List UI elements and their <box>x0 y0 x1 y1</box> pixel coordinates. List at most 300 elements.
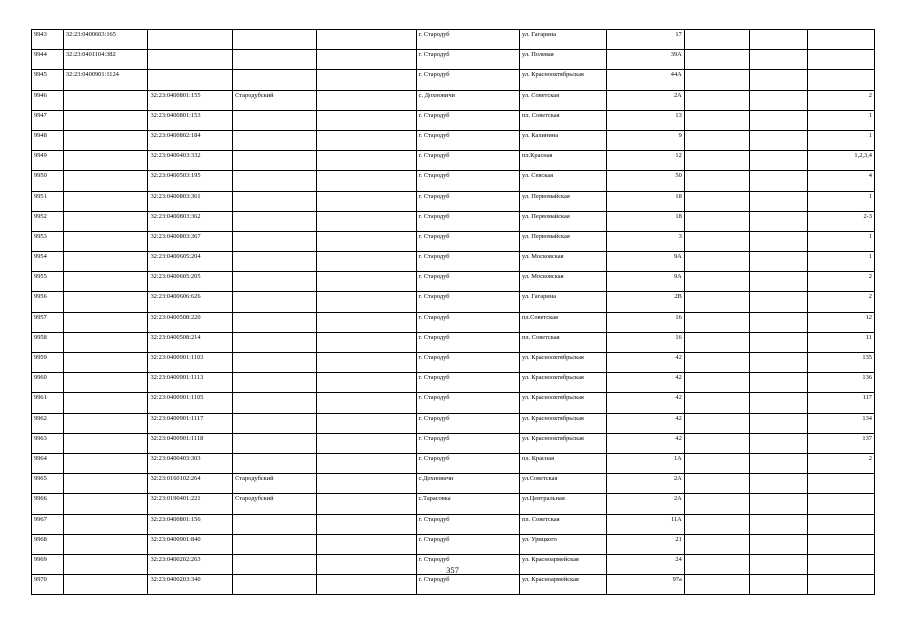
locality-cell: г. Стародуб <box>416 70 519 90</box>
row-number-cell: 9957 <box>32 312 64 332</box>
empty-cell <box>749 514 807 534</box>
empty-cell <box>684 332 749 352</box>
cadastral-number-cell: 32:23:0400901:1117 <box>148 413 233 433</box>
district-cell <box>233 514 317 534</box>
cadastral-number-cell: 32:23:0400203:340 <box>148 575 233 595</box>
empty-cell <box>316 292 416 312</box>
locality-cell: г. Стародуб <box>416 130 519 150</box>
row-number-cell: 9956 <box>32 292 64 312</box>
empty-cell <box>316 191 416 211</box>
street-cell: пл.Советская <box>519 312 606 332</box>
street-cell: ул. Полевая <box>519 50 606 70</box>
table-row <box>32 292 875 312</box>
street-cell: ул. Гагарина <box>519 30 606 50</box>
district-cell <box>233 332 317 352</box>
cadastral-number-cell: 32:23:0400503:195 <box>148 171 233 191</box>
street-cell: ул. Краснооктябрьская <box>519 413 606 433</box>
empty-cell <box>749 474 807 494</box>
locality-cell: г. Стародуб <box>416 534 519 554</box>
table-row <box>32 252 875 272</box>
empty-cell <box>684 171 749 191</box>
empty-cell <box>684 130 749 150</box>
empty-cell <box>684 433 749 453</box>
empty-cell <box>749 50 807 70</box>
empty-cell <box>316 373 416 393</box>
house-number-cell: 42 <box>606 393 684 413</box>
table-row <box>32 453 875 473</box>
empty-cell <box>316 453 416 473</box>
table-body <box>32 30 875 595</box>
table-row <box>32 474 875 494</box>
street-cell: ул. Красноармейская <box>519 554 606 574</box>
apartment-cell: 1 <box>807 130 874 150</box>
house-number-cell: 21 <box>606 534 684 554</box>
row-number-cell: 9945 <box>32 70 64 90</box>
cadastral-number-cell <box>63 534 148 554</box>
empty-cell <box>316 534 416 554</box>
table-row <box>32 494 875 514</box>
house-number-cell: 44А <box>606 70 684 90</box>
house-number-cell: 42 <box>606 413 684 433</box>
table-row <box>32 211 875 231</box>
empty-cell <box>684 494 749 514</box>
cadastral-number-cell: 32:23:0400901:1113 <box>148 373 233 393</box>
empty-cell <box>316 231 416 251</box>
cadastral-number-cell <box>63 211 148 231</box>
empty-cell <box>749 332 807 352</box>
apartment-cell: 136 <box>807 373 874 393</box>
street-cell: ул. Первомайская <box>519 211 606 231</box>
empty-cell <box>749 373 807 393</box>
cadastral-number-cell <box>63 151 148 171</box>
locality-cell: г. Стародуб <box>416 312 519 332</box>
row-number-cell: 9970 <box>32 575 64 595</box>
apartment-cell <box>807 514 874 534</box>
empty-cell <box>749 433 807 453</box>
apartment-cell <box>807 30 874 50</box>
street-cell: ул.Центральная <box>519 494 606 514</box>
house-number-cell: 42 <box>606 433 684 453</box>
empty-cell <box>749 90 807 110</box>
street-cell: ул. Краснооктябрьская <box>519 373 606 393</box>
empty-cell <box>749 272 807 292</box>
cadastral-number-cell <box>63 130 148 150</box>
locality-cell: г. Стародуб <box>416 151 519 171</box>
locality-cell: г. Стародуб <box>416 272 519 292</box>
row-number-cell: 9952 <box>32 211 64 231</box>
row-number-cell: 9966 <box>32 494 64 514</box>
empty-cell <box>749 292 807 312</box>
cadastral-number-cell: 32:23:0400603:165 <box>63 30 148 50</box>
empty-cell <box>749 70 807 90</box>
cadastral-number-cell <box>63 231 148 251</box>
cadastral-number-cell <box>63 292 148 312</box>
table-row <box>32 393 875 413</box>
cadastral-number-cell: 32:23:0400803:361 <box>148 191 233 211</box>
apartment-cell: 1 <box>807 231 874 251</box>
row-number-cell: 9955 <box>32 272 64 292</box>
house-number-cell: 2В <box>606 292 684 312</box>
table-row <box>32 231 875 251</box>
table-row <box>32 413 875 433</box>
apartment-cell: 134 <box>807 413 874 433</box>
empty-cell <box>684 534 749 554</box>
locality-cell: г. Стародуб <box>416 514 519 534</box>
empty-cell <box>684 252 749 272</box>
cadastral-number-cell <box>63 474 148 494</box>
empty-cell <box>316 353 416 373</box>
district-cell <box>233 191 317 211</box>
district-cell <box>233 312 317 332</box>
row-number-cell: 9960 <box>32 373 64 393</box>
apartment-cell: 2-3 <box>807 211 874 231</box>
table-row <box>32 191 875 211</box>
empty-cell <box>684 393 749 413</box>
locality-cell: с. Дохновичи <box>416 90 519 110</box>
apartment-cell <box>807 50 874 70</box>
locality-cell: г. Стародуб <box>416 433 519 453</box>
street-cell: ул. Краснооктябрьская <box>519 433 606 453</box>
apartment-cell: 117 <box>807 393 874 413</box>
cadastral-number-cell <box>63 353 148 373</box>
cadastral-number-cell: 32:23:0160102:264 <box>148 474 233 494</box>
apartment-cell: 137 <box>807 433 874 453</box>
cadastral-number-cell <box>63 393 148 413</box>
row-number-cell: 9947 <box>32 110 64 130</box>
locality-cell: г. Стародуб <box>416 171 519 191</box>
row-number-cell: 9950 <box>32 171 64 191</box>
empty-cell <box>684 575 749 595</box>
apartment-cell: 2 <box>807 90 874 110</box>
cadastral-number-cell: 32:23:0400901:1118 <box>148 433 233 453</box>
empty-cell <box>316 474 416 494</box>
house-number-cell: 2А <box>606 494 684 514</box>
apartment-cell <box>807 70 874 90</box>
row-number-cell: 9959 <box>32 353 64 373</box>
cadastral-number-cell: 32:23:0400801:153 <box>148 110 233 130</box>
street-cell: пл.Красная <box>519 151 606 171</box>
empty-cell <box>684 151 749 171</box>
house-number-cell: 9 <box>606 130 684 150</box>
street-cell: пл. Советская <box>519 332 606 352</box>
street-cell: ул. Калинина <box>519 130 606 150</box>
apartment-cell: 2 <box>807 272 874 292</box>
locality-cell: г. Стародуб <box>416 453 519 473</box>
cadastral-number-cell <box>63 373 148 393</box>
cadastral-number-cell <box>63 453 148 473</box>
apartment-cell: 11 <box>807 332 874 352</box>
district-cell <box>233 453 317 473</box>
cadastral-number-cell: 32:23:0400801:155 <box>148 90 233 110</box>
empty-cell <box>749 191 807 211</box>
apartment-cell: 12 <box>807 312 874 332</box>
table-row <box>32 50 875 70</box>
empty-cell <box>749 231 807 251</box>
house-number-cell: 16 <box>606 332 684 352</box>
empty-cell <box>316 575 416 595</box>
cadastral-number-cell <box>63 332 148 352</box>
district-cell <box>233 130 317 150</box>
street-cell: ул. Первомайская <box>519 191 606 211</box>
district-cell <box>233 413 317 433</box>
locality-cell: с.Тарасовка <box>416 494 519 514</box>
apartment-cell: 2 <box>807 453 874 473</box>
district-cell <box>233 30 317 50</box>
table-row <box>32 272 875 292</box>
empty-cell <box>684 474 749 494</box>
empty-cell <box>749 110 807 130</box>
house-number-cell: 9А <box>606 272 684 292</box>
row-number-cell: 9953 <box>32 231 64 251</box>
empty-cell <box>749 575 807 595</box>
table-row <box>32 514 875 534</box>
row-number-cell: 9949 <box>32 151 64 171</box>
apartment-cell <box>807 474 874 494</box>
district-cell: Стародубский <box>233 90 317 110</box>
row-number-cell: 9958 <box>32 332 64 352</box>
house-number-cell: 17 <box>606 30 684 50</box>
house-number-cell: 18 <box>606 211 684 231</box>
cadastral-number-cell <box>63 171 148 191</box>
street-cell: ул. Краснооктябрьская <box>519 393 606 413</box>
apartment-cell: 1 <box>807 252 874 272</box>
locality-cell: г. Стародуб <box>416 575 519 595</box>
empty-cell <box>749 171 807 191</box>
street-cell: ул. Первомайская <box>519 231 606 251</box>
empty-cell <box>684 453 749 473</box>
locality-cell: г. Стародуб <box>416 413 519 433</box>
row-number-cell: 9944 <box>32 50 64 70</box>
empty-cell <box>316 211 416 231</box>
cadastral-number-cell <box>63 494 148 514</box>
house-number-cell: 3 <box>606 231 684 251</box>
empty-cell <box>684 413 749 433</box>
empty-cell <box>684 373 749 393</box>
cadastral-number-cell <box>148 50 233 70</box>
house-number-cell: 97а <box>606 575 684 595</box>
house-number-cell: 16 <box>606 312 684 332</box>
cadastral-number-cell: 32:23:0400606:626 <box>148 292 233 312</box>
table-row <box>32 312 875 332</box>
street-cell: ул. Советская <box>519 90 606 110</box>
apartment-cell: 2 <box>807 292 874 312</box>
house-number-cell: 1А <box>606 453 684 473</box>
cadastral-number-cell: 32:23:0400605:205 <box>148 272 233 292</box>
empty-cell <box>749 312 807 332</box>
district-cell <box>233 211 317 231</box>
cadastral-number-cell <box>148 70 233 90</box>
locality-cell: г. Стародуб <box>416 332 519 352</box>
empty-cell <box>749 453 807 473</box>
empty-cell <box>749 211 807 231</box>
cadastral-number-cell <box>63 575 148 595</box>
empty-cell <box>316 494 416 514</box>
house-number-cell: 2А <box>606 474 684 494</box>
cadastral-number-cell <box>63 312 148 332</box>
cadastral-number-cell <box>63 252 148 272</box>
house-number-cell: 42 <box>606 373 684 393</box>
table-row <box>32 373 875 393</box>
district-cell <box>233 231 317 251</box>
empty-cell <box>749 534 807 554</box>
table-row <box>32 70 875 90</box>
row-number-cell: 9954 <box>32 252 64 272</box>
district-cell <box>233 393 317 413</box>
cadastral-number-cell <box>63 90 148 110</box>
cadastral-number-cell: 32:23:0400901:1103 <box>148 353 233 373</box>
table-row <box>32 433 875 453</box>
empty-cell <box>749 353 807 373</box>
house-number-cell: 24 <box>606 554 684 574</box>
cadastral-number-cell: 32:23:0400802:184 <box>148 130 233 150</box>
empty-cell <box>684 211 749 231</box>
empty-cell <box>684 70 749 90</box>
locality-cell: г. Стародуб <box>416 353 519 373</box>
empty-cell <box>749 494 807 514</box>
empty-cell <box>316 171 416 191</box>
row-number-cell: 9962 <box>32 413 64 433</box>
page-number: 357 <box>446 565 459 575</box>
empty-cell <box>316 514 416 534</box>
row-number-cell: 9946 <box>32 90 64 110</box>
house-number-cell: 13 <box>606 110 684 130</box>
table-row <box>32 332 875 352</box>
empty-cell <box>749 413 807 433</box>
empty-cell <box>316 312 416 332</box>
empty-cell <box>749 151 807 171</box>
cadastral-number-cell <box>63 110 148 130</box>
district-cell: Стародубский <box>233 474 317 494</box>
row-number-cell: 9951 <box>32 191 64 211</box>
street-cell: ул. Краснооктябрьская <box>519 353 606 373</box>
district-cell <box>233 353 317 373</box>
district-cell <box>233 433 317 453</box>
district-cell <box>233 292 317 312</box>
empty-cell <box>316 50 416 70</box>
cadastral-number-cell <box>63 514 148 534</box>
empty-cell <box>684 110 749 130</box>
cadastral-number-cell <box>63 413 148 433</box>
row-number-cell: 9968 <box>32 534 64 554</box>
district-cell <box>233 272 317 292</box>
cadastral-number-cell: 32:23:0400605:204 <box>148 252 233 272</box>
row-number-cell: 9963 <box>32 433 64 453</box>
table-row <box>32 151 875 171</box>
empty-cell <box>684 353 749 373</box>
apartment-cell <box>807 575 874 595</box>
street-cell: ул. Краснооктябрьская <box>519 70 606 90</box>
empty-cell <box>684 514 749 534</box>
apartment-cell: 1 <box>807 110 874 130</box>
district-cell <box>233 110 317 130</box>
house-number-cell: 2А <box>606 90 684 110</box>
cadastral-number-cell: 32:23:0400508:214 <box>148 332 233 352</box>
empty-cell <box>684 191 749 211</box>
empty-cell <box>684 231 749 251</box>
empty-cell <box>749 393 807 413</box>
empty-cell <box>684 90 749 110</box>
apartment-cell <box>807 494 874 514</box>
empty-cell <box>316 393 416 413</box>
street-cell: ул. Урицкого <box>519 534 606 554</box>
street-cell: пл. Советская <box>519 514 606 534</box>
locality-cell: г. Стародуб <box>416 252 519 272</box>
house-number-cell: 18 <box>606 191 684 211</box>
cadastral-number-cell: 32:23:0401104:382 <box>63 50 148 70</box>
cadastral-number-cell <box>63 433 148 453</box>
district-cell <box>233 575 317 595</box>
row-number-cell: 9965 <box>32 474 64 494</box>
district-cell <box>233 151 317 171</box>
district-cell <box>233 373 317 393</box>
empty-cell <box>749 130 807 150</box>
empty-cell <box>316 413 416 433</box>
empty-cell <box>684 272 749 292</box>
cadastral-number-cell <box>63 191 148 211</box>
row-number-cell: 9969 <box>32 554 64 574</box>
house-number-cell: 11А <box>606 514 684 534</box>
house-number-cell: 9А <box>606 252 684 272</box>
empty-cell <box>684 312 749 332</box>
empty-cell <box>749 30 807 50</box>
table-row <box>32 130 875 150</box>
locality-cell: г. Стародуб <box>416 30 519 50</box>
house-number-cell: 42 <box>606 353 684 373</box>
empty-cell <box>684 50 749 70</box>
table-row <box>32 30 875 50</box>
empty-cell <box>316 252 416 272</box>
cadastral-number-cell: 32:23:0400901:840 <box>148 534 233 554</box>
row-number-cell: 9967 <box>32 514 64 534</box>
empty-cell <box>316 272 416 292</box>
empty-cell <box>749 252 807 272</box>
cadastral-number-cell: 32:23:0400403:303 <box>148 453 233 473</box>
street-cell: ул. Московская <box>519 272 606 292</box>
locality-cell: г. Стародуб <box>416 231 519 251</box>
street-cell: ул. Красноармейская <box>519 575 606 595</box>
district-cell <box>233 252 317 272</box>
street-cell: ул. Севская <box>519 171 606 191</box>
district-cell <box>233 50 317 70</box>
cadastral-number-cell: 32:23:0400803:362 <box>148 211 233 231</box>
locality-cell: г. Стародуб <box>416 110 519 130</box>
cadastral-number-cell: 32:23:0400508:220 <box>148 312 233 332</box>
empty-cell <box>316 332 416 352</box>
records-table <box>31 29 875 595</box>
apartment-cell: 4 <box>807 171 874 191</box>
table-row <box>32 171 875 191</box>
district-cell <box>233 70 317 90</box>
empty-cell <box>684 292 749 312</box>
street-cell: ул. Гагарина <box>519 292 606 312</box>
cadastral-number-cell <box>63 272 148 292</box>
empty-cell <box>316 151 416 171</box>
street-cell: ул.Советская <box>519 474 606 494</box>
street-cell: пл. Красная <box>519 453 606 473</box>
cadastral-number-cell: 32:23:0400202:263 <box>148 554 233 574</box>
table-row <box>32 110 875 130</box>
cadastral-number-cell: 32:23:0400403:332 <box>148 151 233 171</box>
cadastral-number-cell: 32:23:0190401:221 <box>148 494 233 514</box>
street-cell: ул. Московская <box>519 252 606 272</box>
locality-cell: г. Стародуб <box>416 292 519 312</box>
cadastral-number-cell: 32:23:0400901:1105 <box>148 393 233 413</box>
house-number-cell: 39А <box>606 50 684 70</box>
locality-cell: г. Стародуб <box>416 211 519 231</box>
empty-cell <box>316 130 416 150</box>
apartment-cell: 1 <box>807 191 874 211</box>
house-number-cell: 50 <box>606 171 684 191</box>
